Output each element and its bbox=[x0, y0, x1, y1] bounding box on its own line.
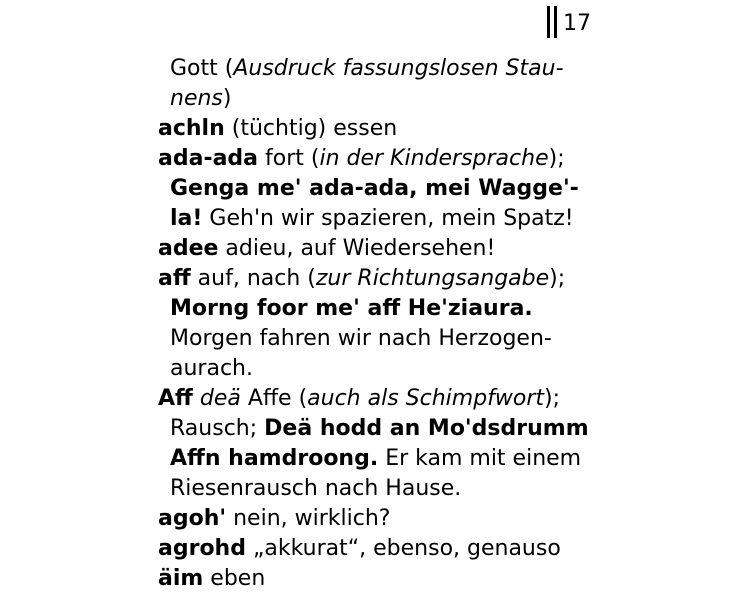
header-rule-right bbox=[554, 6, 557, 38]
definition-text: (tüchtig) essen bbox=[224, 116, 398, 141]
entry-line bbox=[158, 384, 588, 414]
italic-note: Ausdruck fassungslosen Stau- bbox=[233, 56, 564, 81]
definition-text: Geh'n wir spazieren, mein Spatz! bbox=[202, 206, 574, 231]
definition-text: auf, nach ( bbox=[190, 266, 316, 291]
entry-line bbox=[158, 204, 588, 234]
definition-text: Morgen fahren wir nach Herzogen- bbox=[170, 326, 552, 351]
entry-line bbox=[158, 84, 588, 114]
definition-text: Gott ( bbox=[170, 56, 234, 81]
entry-line bbox=[158, 234, 588, 264]
entry-line bbox=[158, 54, 588, 84]
page-number: 17 bbox=[563, 11, 591, 36]
italic-note: deä bbox=[192, 386, 241, 411]
headword: agrohd bbox=[158, 536, 246, 561]
entry-line bbox=[158, 474, 588, 504]
entry-line bbox=[158, 114, 588, 144]
headword: aff bbox=[158, 266, 191, 291]
headword: Morng foor me' aff He'ziaura. bbox=[170, 296, 533, 321]
definition-text: ) bbox=[222, 86, 232, 111]
definition-text: fort ( bbox=[258, 146, 320, 171]
italic-note: auch als Schimpfwort bbox=[307, 386, 545, 411]
headword: achln bbox=[158, 116, 225, 141]
italic-note: in der Kindersprache bbox=[319, 146, 549, 171]
definition-text: Rausch; bbox=[170, 416, 265, 441]
headword: ada-ada bbox=[158, 146, 259, 171]
entry-line bbox=[158, 414, 588, 444]
headword: Genga me' ada-ada, mei Wagge'- bbox=[170, 176, 579, 201]
italic-note: zur Richtungsangabe bbox=[315, 266, 550, 291]
definition-text: aurach. bbox=[170, 356, 253, 381]
entry-line bbox=[158, 354, 588, 384]
entry-line bbox=[158, 174, 588, 204]
entry-line bbox=[158, 144, 588, 174]
entry-line bbox=[158, 534, 588, 564]
definition-text: nein, wirklich? bbox=[226, 506, 391, 531]
entry-line bbox=[158, 324, 588, 354]
definition-text: ); bbox=[548, 146, 565, 171]
headword: Affn hamdroong. bbox=[170, 446, 379, 471]
entry-line bbox=[158, 444, 588, 474]
entry-line bbox=[158, 504, 588, 534]
italic-note: nens bbox=[170, 86, 223, 111]
definition-text: eben bbox=[203, 566, 266, 591]
entry-line bbox=[158, 264, 588, 294]
dictionary-entries bbox=[158, 54, 588, 594]
headword: agoh' bbox=[158, 506, 227, 531]
definition-text: ); bbox=[549, 266, 566, 291]
definition-text: Riesenrausch nach Hause. bbox=[170, 476, 462, 501]
headword: Aff bbox=[158, 386, 193, 411]
entry-line bbox=[158, 564, 588, 594]
definition-text: adieu, auf Wiedersehen! bbox=[218, 236, 496, 261]
definition-text: Er kam mit einem bbox=[378, 446, 582, 471]
definition-text: „akkurat“, ebenso, genauso bbox=[245, 536, 561, 561]
headword: äim bbox=[158, 566, 204, 591]
definition-text: ); bbox=[544, 386, 561, 411]
headword: la! bbox=[170, 206, 203, 231]
headword: adee bbox=[158, 236, 219, 261]
header-rule-left bbox=[547, 6, 550, 38]
entry-line bbox=[158, 294, 588, 324]
definition-text: Affe ( bbox=[240, 386, 308, 411]
headword: Deä hodd an Mo'dsdrumm bbox=[264, 416, 589, 441]
